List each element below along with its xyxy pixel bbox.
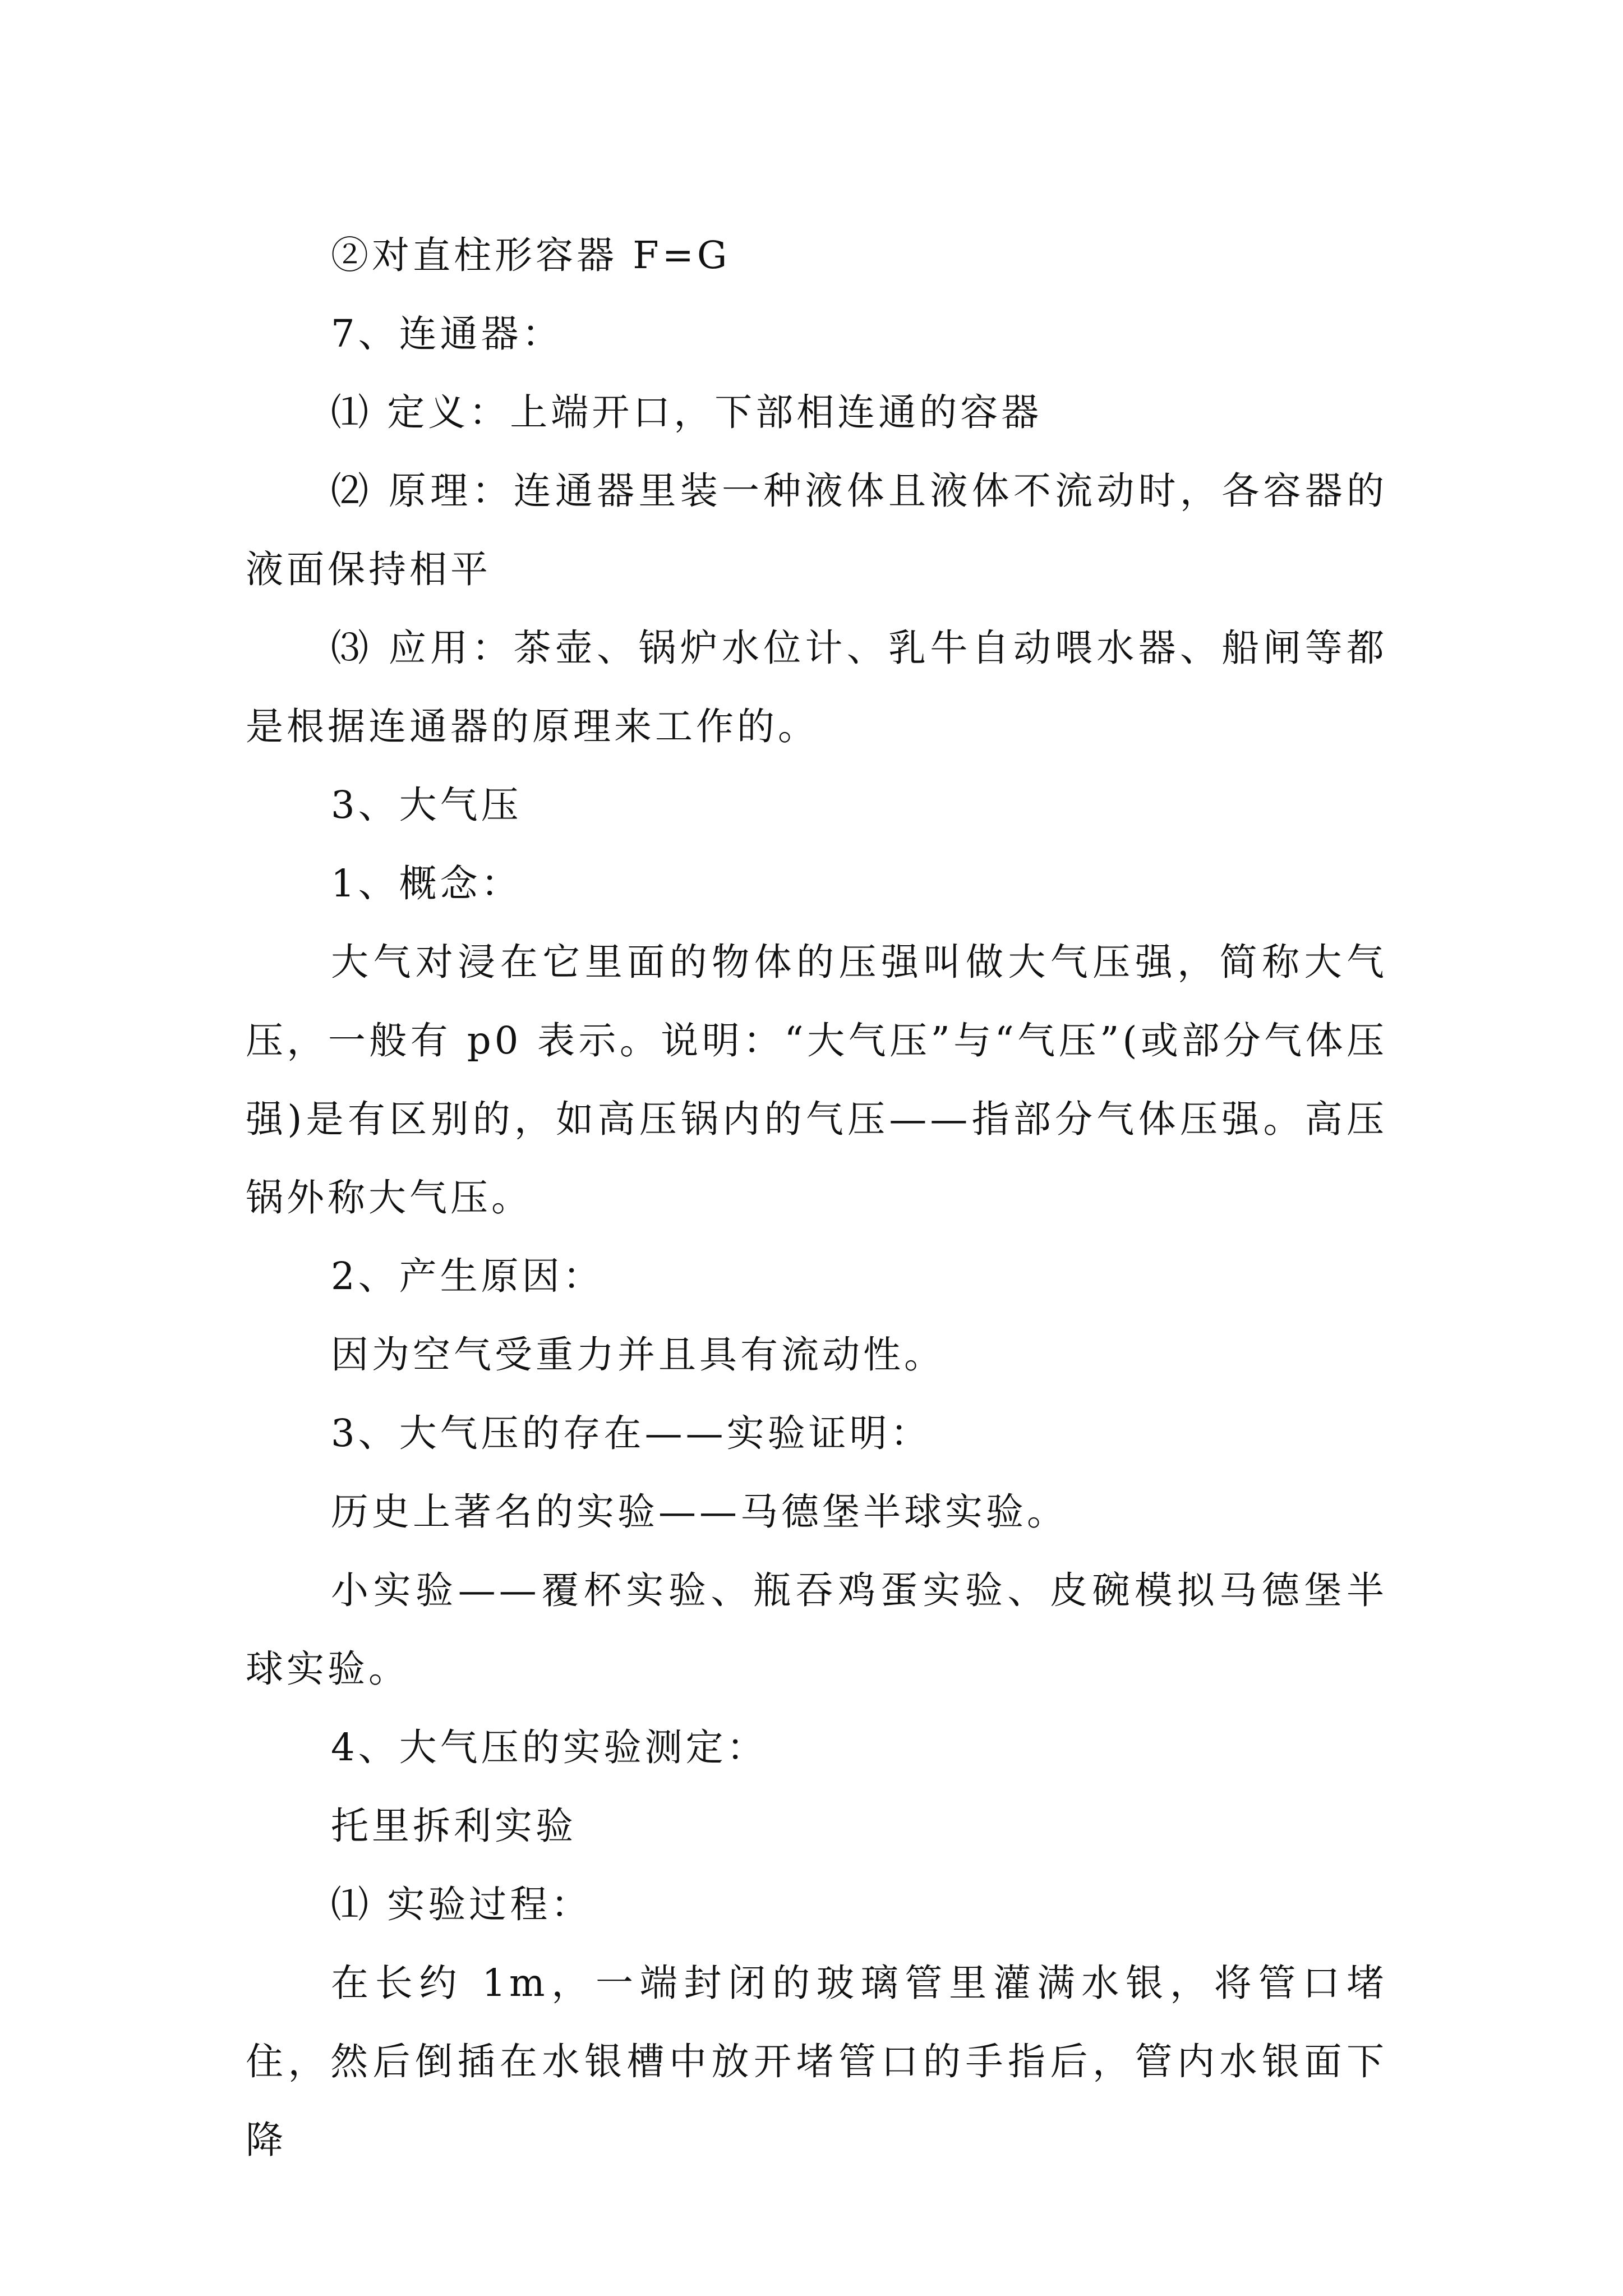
heading-atmospheric-pressure: 3、大气压 (331, 783, 522, 827)
paragraph-formula-cylinder: ②对直柱形容器 F=G (331, 233, 731, 277)
paragraph-small-experiments: 小实验——覆杯实验、瓶吞鸡蛋实验、皮碗模拟马德堡半球实验。 (246, 1568, 1387, 1691)
paragraph-experiment-process: 在长约 1m，一端封闭的玻璃管里灌满水银，将管口堵住，然后倒插在水银槽中放开堵管口的手指后，管内水银面下降 (246, 1961, 1387, 2162)
paragraph-principle: ⑵ 原理：连通器里装一种液体且液体不流动时，各容器的液面保持相平 (246, 469, 1387, 591)
heading-existence-proof: 3、大气压的存在——实验证明： (331, 1411, 932, 1455)
paragraph-concept: 大气对浸在它里面的物体的压强叫做大气压强，简称大气压，一般有 p0 表示。说明：“大气压”与“气压”(或部分气体压强)是有区别的，如高压锅内的气压——指部分气体压强。高压锅外称大气压。 (246, 940, 1387, 1220)
paragraph-cause: 因为空气受重力并且具有流动性。 (331, 1333, 945, 1377)
heading-experiment-process: ⑴ 实验过程： (331, 1883, 592, 1926)
paragraph-application: ⑶ 应用：茶壶、锅炉水位计、乳牛自动喂水器、船闸等都是根据连通器的原理来工作的。 (246, 626, 1387, 748)
heading-measurement: 4、大气压的实验测定： (331, 1726, 768, 1769)
document-body (246, 216, 1387, 2179)
paragraph-torricelli: 托里拆利实验 (331, 1804, 577, 1848)
heading-cause: 2、产生原因： (331, 1254, 604, 1298)
paragraph-magdeburg: 历史上著名的实验——马德堡半球实验。 (331, 1490, 1068, 1534)
heading-concept: 1、概念： (331, 862, 522, 905)
heading-connected-vessels: 7、连通器： (331, 312, 563, 356)
paragraph-definition: ⑴ 定义：上端开口，下部相连通的容器 (331, 390, 1043, 434)
